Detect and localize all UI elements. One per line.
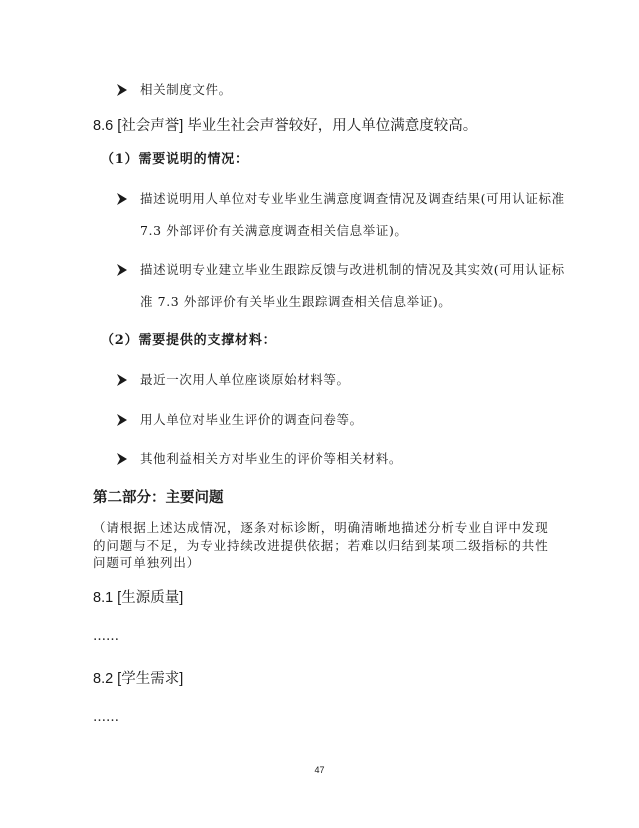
section-tag: [社会声誉] <box>117 118 184 134</box>
section-heading-8-1: 8.1 [生源质量] <box>93 590 184 606</box>
arrow-bullet-icon <box>117 414 127 426</box>
bullet-text-continued: 准 7.3 外部评价有关毕业生跟踪调查相关信息举证)。 <box>140 294 452 309</box>
section-heading-8-2: 8.2 [学生需求] <box>93 671 184 687</box>
list-item <box>0 259 639 283</box>
list-item <box>0 188 639 212</box>
part-two-instruction: （请根据上述达成情况，逐条对标诊断，明确清晰地描述分析专业自评中发现的问题与不足，为专业持续改进提供依据；若难以归结到某项二级指标的共性问题可单独列出） <box>93 520 549 570</box>
section-text: 毕业生社会声誉较好，用人单位满意度较高。 <box>187 118 478 134</box>
bullet-text: 描述说明专业建立毕业生跟踪反馈与改进机制的情况及其实效(可用认证标 <box>140 262 565 277</box>
arrow-bullet-icon <box>117 374 127 386</box>
subheading-explain: （1）需要说明的情况： <box>101 152 249 167</box>
bullet-text: 用人单位对毕业生评价的调查问卷等。 <box>140 412 363 427</box>
arrow-bullet-icon <box>117 264 127 276</box>
arrow-bullet-icon <box>117 193 127 205</box>
bullet-text-continued: 7.3 外部评价有关满意度调查相关信息举证)。 <box>140 223 408 238</box>
bullet-text: 相关制度文件。 <box>140 82 232 97</box>
list-item <box>0 369 639 393</box>
subheading-materials: （2）需要提供的支撑材料： <box>101 333 277 348</box>
part-two-title: 第二部分：主要问题 <box>93 490 224 506</box>
page-number: 47 <box>314 765 325 775</box>
arrow-bullet-icon <box>117 453 127 465</box>
placeholder-ellipsis: …… <box>93 710 119 725</box>
section-number: 8.6 <box>93 118 114 134</box>
list-item <box>0 409 639 433</box>
bullet-text: 其他利益相关方对毕业生的评价等相关材料。 <box>140 451 403 466</box>
bullet-text: 最近一次用人单位座谈原始材料等。 <box>140 372 350 387</box>
list-item <box>0 448 639 472</box>
arrow-bullet-icon <box>117 84 127 96</box>
placeholder-ellipsis: …… <box>93 629 119 644</box>
section-heading-8-6 <box>93 115 477 137</box>
bullet-text: 描述说明用人单位对专业毕业生满意度调查情况及调查结果(可用认证标准 <box>140 191 565 206</box>
list-item <box>0 79 639 103</box>
